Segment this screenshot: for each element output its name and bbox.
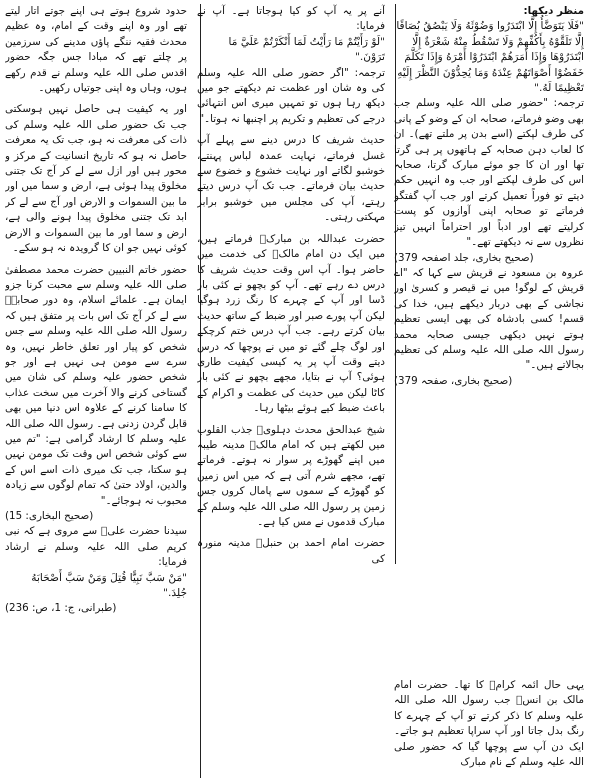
left-column	[5, 4, 187, 778]
arabic-quote: "لَوْ رَأَيْتُمْ مَا رَأَيْتُ لَمَا أَنْكَرْتُمْ عَلَيَّ مَا تَرَوْنَ."	[228, 35, 385, 64]
body-paragraph: شیخ عبدالحق محدث دہلویؒ جذب القلوب میں لکھتے ہیں کہ امام مالکؒ مدینہ طیبہ میں اپنے گھوڑے پر سوار نہ ہوتے۔ فرماتے تھے، مجھے شرم آتی ہے کہ میں اس زمین کو گھوڑے کے سموں سے پامال کروں جس زمین پر رسول اللہ صلی اللہ علیہ وسلم کے مبارک قدموں نے مس کیا ہے۔	[197, 423, 385, 528]
reference-citation: (صحیح البخاری: 15)	[5, 510, 94, 522]
reference-citation: (طبرانی، ج: 1، ص: 236)	[5, 602, 117, 615]
reference-citation: (صحیح بخاری، جلد اصفحہ 379)	[394, 251, 534, 264]
body-paragraph: حدیث شریف کا درس دینے سے پہلے آپ غسل فرماتے، نہایت عمدہ لباس پہنتے، خوشبو لگاتے اور نہایت خشوع و خضوع سے حدیث بیان فرماتے۔ جب تک آپ درس دیتے رہتے، آپ کی مجلس میں خوشبو برابر مہکتی رہتی۔	[197, 134, 385, 224]
body-paragraph: آنے پر یہ آپ کو کیا ہوجاتا ہے۔ آپ نے فرمایا:	[197, 5, 385, 33]
arabic-quote: "مَنْ سَبَّ نَبِيًّا قُتِلَ وَمَنْ سَبَّ أَصْحَابَهُ جُلِدَ."	[31, 571, 187, 600]
right-column	[394, 4, 584, 564]
body-paragraph: حضرت عبداللہ بن مبارکؒ فرماتے ہیں، میں ایک دن امام مالکؒ کی خدمت میں حاضر ہوا۔ آپ اس وقت حدیث شریف کا درس دے رہے تھے۔ آپ کو بچھو نے کئی بار ڈسا اور آپ کے چہرے کا رنگ زرد ہوگیا لیکن آپ پورے صبر اور ضبط کے ساتھ حدیث بیان کرتے رہے۔ جب آپ درس ختم کرچکے اور لوگ چلے گئے تو میں نے پوچھا کہ درس دیتے وقت آپ پر یہ کیسی کیفیت طاری ہوئی؟ آپ نے بتایا، مجھے بچھو نے کئی بار کاٹا لیکن میں حدیث کی عظمت و اکرام کے باعث ضبط کیے ہوئے بیٹھا رہا۔	[197, 232, 385, 415]
translation-paragraph: ترجمہ: "اگر حضور صلی اللہ علیہ وسلم کی وہ شان اور عظمت تم دیکھتے جو میں دیکھ رہا ہوں تو تمہیں میری اس انتہائی درجے کی تعظیم و تکریم پر اچنبھا نہ ہوتا۔"	[197, 66, 385, 125]
body-paragraph: حضرت امام احمد بن حنبلؒ مدینہ منورہ کی	[197, 537, 385, 565]
body-paragraph: یہی حال ائمہ کرامؒ کا تھا۔ حضرت امام مالک بن انسؒ جب رسول اللہ صلی اللہ علیہ وسلم کا ذکر کرتے تو آپ کے چہرے کا رنگ بدل جاتا اور آپ سراپا تعظیم ہو جاتے۔ ایک دن آپ سے پوچھا گیا کہ حضور صلی اللہ علیہ وسلم کے نام مبارک	[394, 679, 584, 769]
body-paragraph: سیدنا حضرت علیؓ سے مروی ہے کہ نبی کریم صلی اللہ علیہ وسلم نے ارشاد فرمایا:	[5, 525, 187, 569]
translation-paragraph: ترجمہ: "حضور صلی اللہ علیہ وسلم جب بھی وضو فرماتے، صحابہ ان کے وضو کے پانی کی طرف لپکتے (اسے بدن پر ملتے تھے)۔ ان کا لعاب دہن صحابہ کے ہاتھوں پر ہی گرتا تھا اور ان کا جو موئے مبارک گرتا، صحابہ اس کی طرف لپکتے اور جب وہ انہیں حکم دیتے تو فوراً تعمیل کرتے اور جب آپ گفتگو فرماتے تو صحابہ اپنی آوازوں کو پست کرلیتے تھے اور ادباً اور احتراماً انہیں تیز نظروں سے نہ دیکھتے تھے۔"	[394, 97, 584, 249]
body-paragraph: عروہ بن مسعود نے قریش سے کہا کہ "اے قریش کے لوگو! میں نے قیصر و کسریٰ اور نجاشی کے بھی دربار دیکھے ہیں، خدا کی قسم! کسی بادشاہ کی بھی ایسی تعظیم ہوتے نہیں دیکھی جیسی صحابہ محمد رسول اللہ صلی اللہ علیہ وسلم کی تعظیم بجالاتے ہیں۔"	[394, 266, 584, 372]
section-heading: منظر دیکھا:	[523, 5, 584, 17]
body-paragraph: اور یہ کیفیت ہی حاصل نہیں ہوسکتی جب تک حضور صلی اللہ علیہ وسلم کی ذات کی معرفت نہ ہو، جب تک یہ معرفت حاصل نہ ہو کہ تاریخ انسانیت کے مرکز و محور ہیں اور ازل سے لے کر آج تک جتنی مخلوق پیدا ہوئی ہے، ارض و سما میں اور ما بین السموات و الارض اور آج سے لے کر ابد تک جتنی مخلوق پیدا ہونے والی ہے، ارض و سما اور ما بین السموات و الارض کوئی نہیں جو ان کا گرویدہ نہ ہو سکے۔	[5, 103, 187, 255]
body-paragraph: حضور خاتم النبیین حضرت محمد مصطفیٰ صلی اللہ علیہ وسلم سے محبت کرنا جزو ایمان ہے۔ علمائے اسلام، وہ دور صحابہؓ سے لے کر آج تک اس بات پر متفق ہیں کہ رسول اللہ صلی اللہ علیہ وسلم سے جس شخص کو پیار اور تعلق خاطر نہیں، وہ سرے سے مومن ہی نہیں ہے اور جو شخص حضور علیہ وسلم کی شان میں گستاخی کرنے والا آخرت میں سخت عذاب کا سامنا کرنے کے علاوہ اس دنیا میں بھی قابل گردن زدنی ہے۔ رسول اللہ صلی اللہ علیہ وسلم کا ارشاد گرامی ہے: "تم میں سے کوئی شخص اس وقت تک مومن نہیں ہو سکتا، جب تک میری ذات اسے اس کے والدین، اولاد حتیٰ کہ تمام لوگوں سے زیادہ محبوب نہ ہوجائے۔"	[5, 263, 187, 507]
body-paragraph: حدود شروع ہوتے ہی اپنے جوتے اتار لیتے تھے اور وہ اپنے وقت کے امام، وہ عظیم محدث فقیہ ننگے پاؤں مدینے کی سرزمین پر چلتے تھے کہ مبادا جس جگہ حضور اقدس صلی اللہ علیہ وسلم نے قدم رکھے ہوں، وہاں وہ اپنی جوتیاں رکھیں۔	[5, 5, 187, 95]
arabic-quote: "فَلَا يَتَوَضَّأُ إِلَّا ابْتَدَرُوا وَضُوْئَهُ وَلَا يَبْصُقُ بُصَاقًا إِلَّا تَلَقَّوْهُ بِأَكُفِّهِمْ وَلَا تَسْقُطُ مِنْهُ شَعْرَةٌ إِلَّا ابْتَدَرُوْهَا وَإِذَا أَمَرَهُمْ ابْتَدَرُوْا أَمْرَهُ وَإِذَا تَكَلَّمَ خَفَضُوْا أَصْوَاتَهُمْ عِنْدَهُ وَمَا يُحِدُّوْنَ النَّظْرَ إِلَيْهِ تَعْظِيمًا لَهُ."	[396, 20, 584, 95]
reference-citation: (صحیح بخاری، صفحہ 379)	[394, 374, 513, 387]
bottom-right-block	[394, 678, 584, 770]
middle-column	[197, 4, 385, 778]
